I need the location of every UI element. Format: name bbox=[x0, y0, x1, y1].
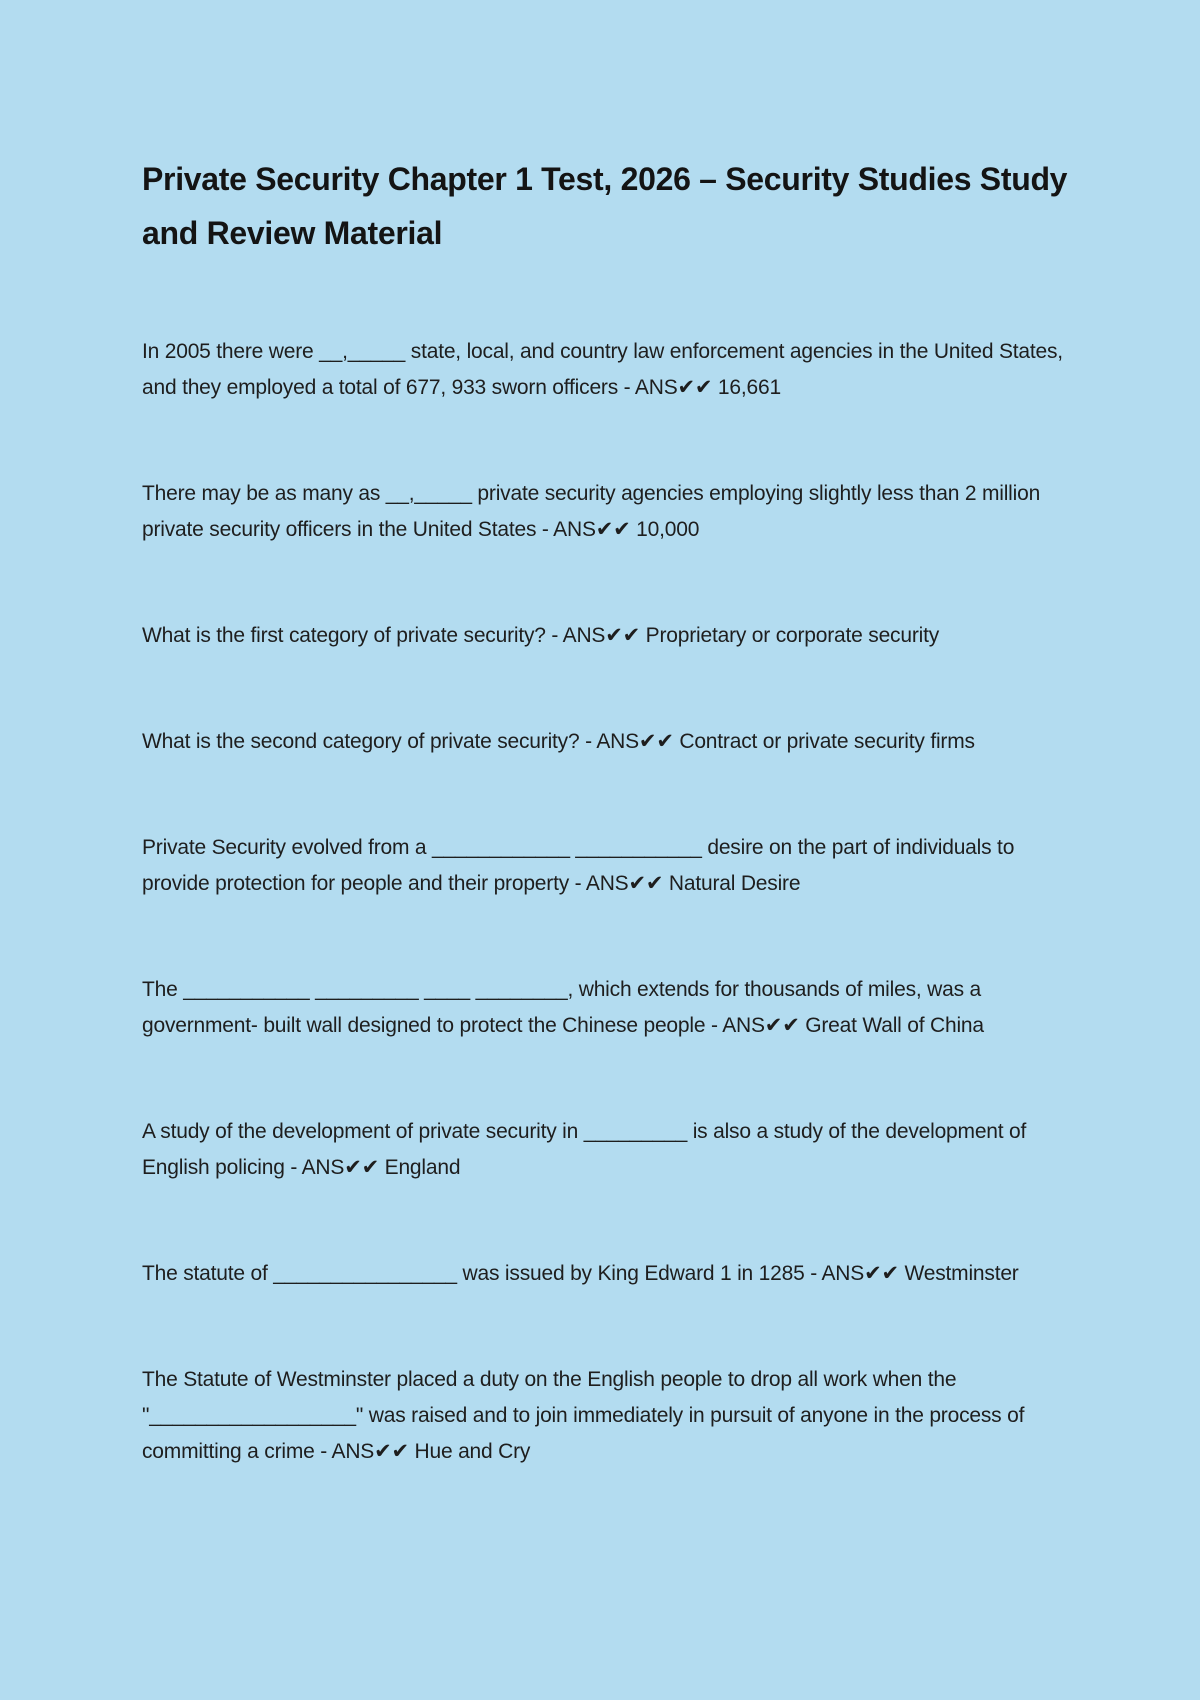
question-item-8: The statute of ________________ was issued by King Edward 1 in 1285 - ANS✔✔ Westminster bbox=[142, 1262, 1019, 1285]
question-item-3: What is the first category of private security? - ANS✔✔ Proprietary or corporate security bbox=[142, 624, 940, 647]
question-item-2: There may be as many as __,_____ private security agencies employing slightly less than 2 million private security officers in the United States - ANS✔✔ 10,000 bbox=[142, 482, 1041, 541]
question-item-9: The Statute of Westminster placed a duty on the English people to drop all work when the "__________________" was raised and to join immediately in pursuit of anyone in the process of committing a crime - ANS✔✔ Hue and Cry bbox=[142, 1368, 1025, 1463]
question-item-7: A study of the development of private security in _________ is also a study of the development of English policing - ANS✔✔ England bbox=[142, 1120, 1027, 1179]
question-item-6: The ___________ _________ ____ ________, which extends for thousands of miles, was a government- built wall designed to protect the Chinese people - ANS✔✔ Great Wall of China bbox=[142, 978, 984, 1037]
question-item-1: In 2005 there were __,_____ state, local, and country law enforcement agencies in the United States, and they employed a total of 677, 933 sworn officers - ANS✔✔ 16,661 bbox=[142, 340, 1063, 399]
question-item-4: What is the second category of private security? - ANS✔✔ Contract or private security firms bbox=[142, 730, 975, 753]
document-title: Private Security Chapter 1 Test, 2026 – Security Studies Study and Review Material bbox=[142, 161, 1068, 251]
question-list bbox=[142, 334, 1070, 1470]
question-item-5: Private Security evolved from a ____________ ___________ desire on the part of individuals to provide protection for people and their property - ANS✔✔ Natural Desire bbox=[142, 836, 1015, 895]
